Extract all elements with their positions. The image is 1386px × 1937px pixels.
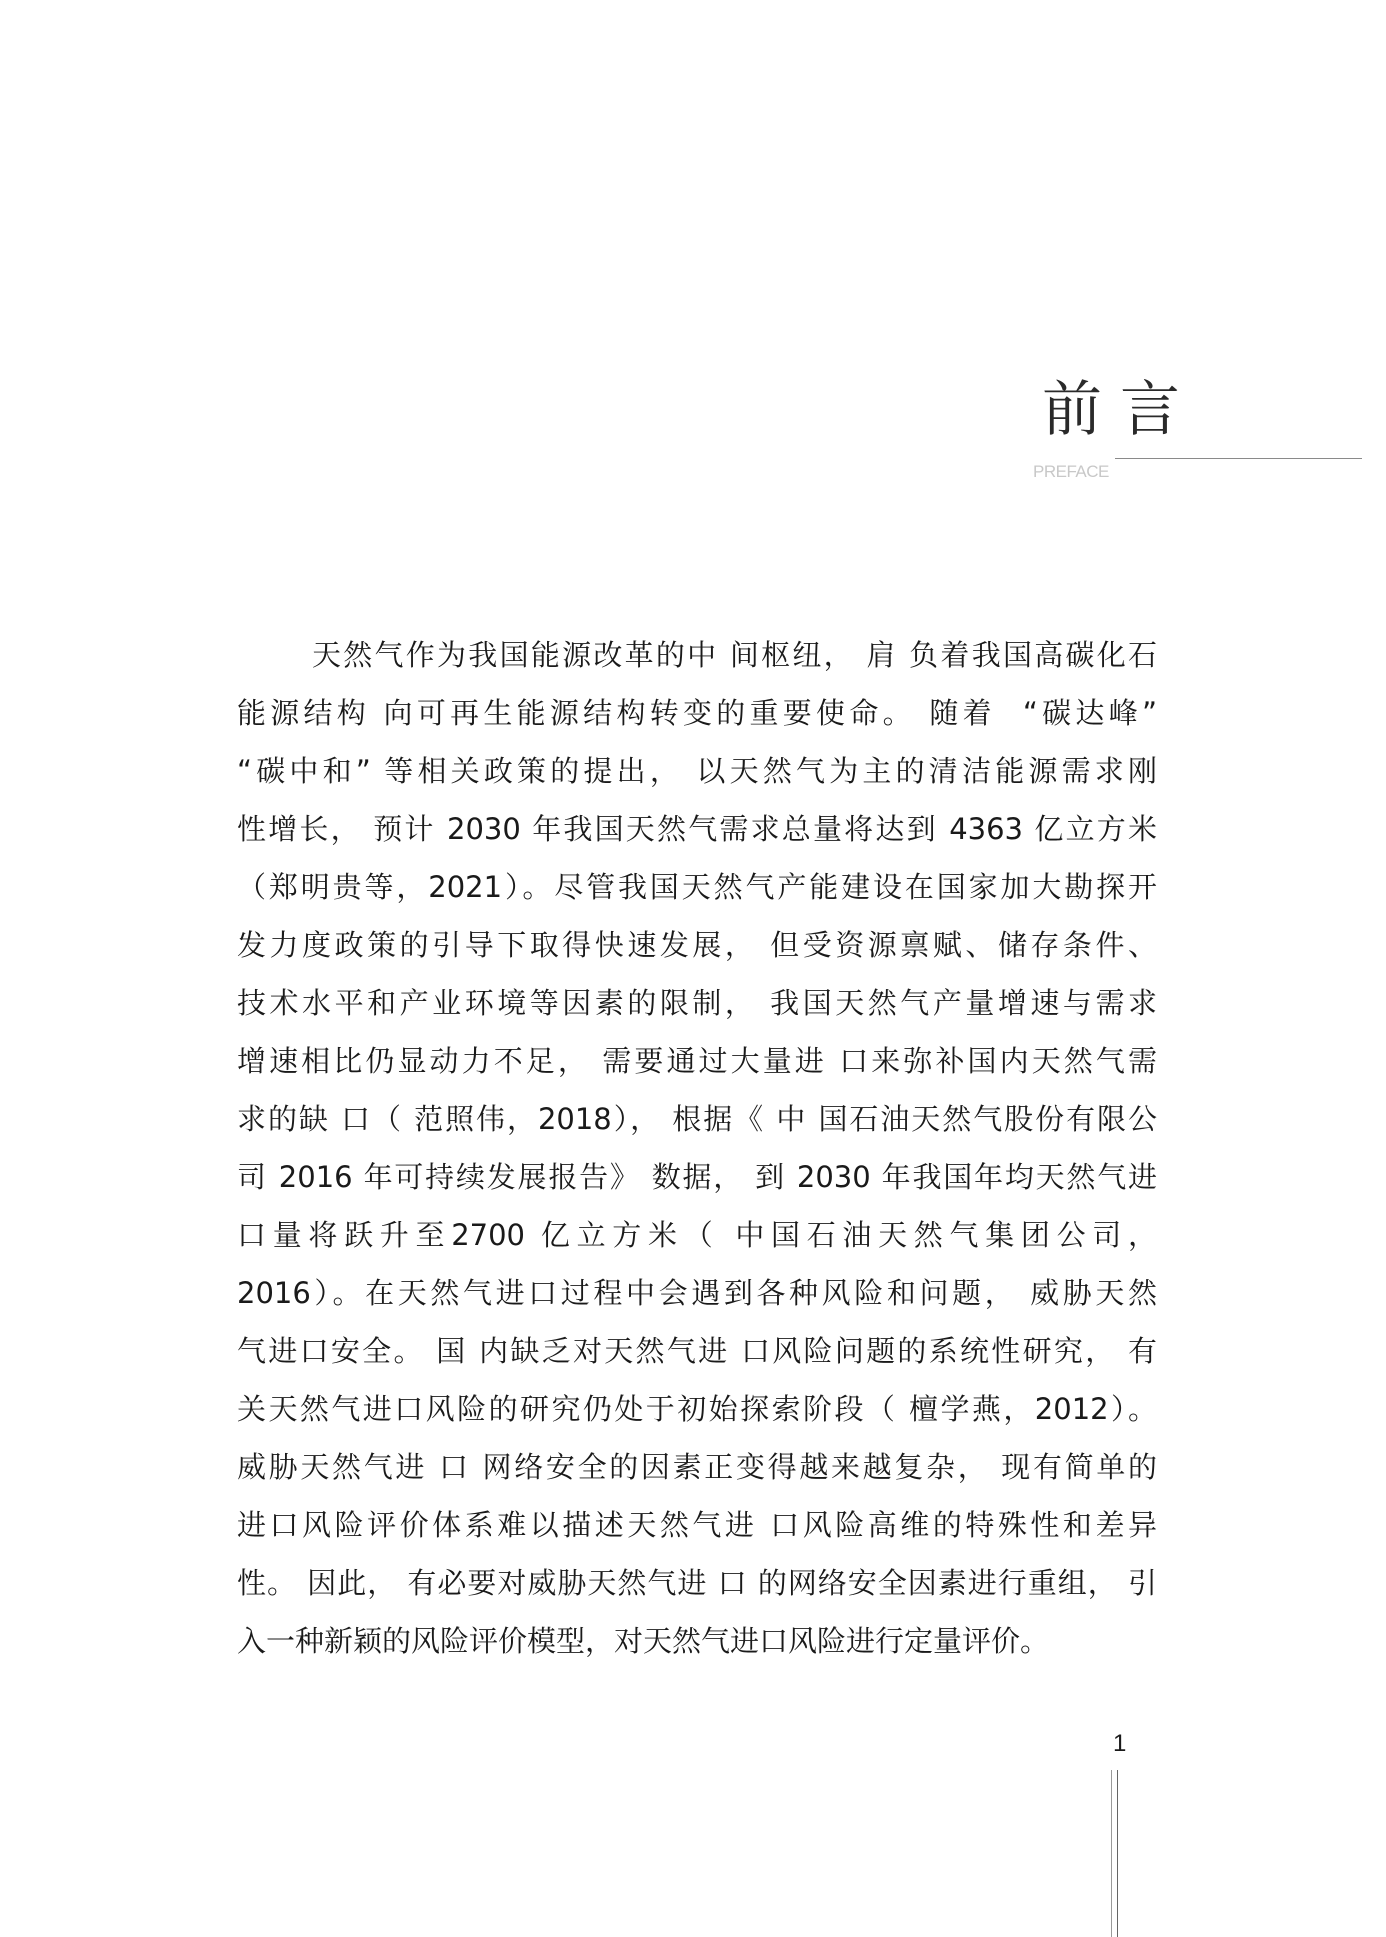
body-line: 气进口安全。 国 内缺乏对天然气进 口风险问题的系统性研究， 有 — [237, 1334, 1157, 1368]
body-line: 性增长， 预计 2030 年我国天然气需求总量将达到 4363 亿立方米 — [237, 812, 1157, 846]
body-line: 增速相比仍显动力不足， 需要通过大量进 口来弥补国内天然气需 — [237, 1044, 1157, 1078]
body-line: 2016）。在天然气进口过程中会遇到各种风险和问题， 威胁天然 — [237, 1276, 1157, 1310]
page-title: 前言 — [1042, 375, 1198, 445]
body-line: （郑明贵等，2021）。尽管我国天然气产能建设在国家加大勘探开 — [237, 870, 1157, 904]
body-line: 能源结构 向可再生能源结构转变的重要使命。 随着 “碳达峰” — [237, 696, 1157, 730]
page-number: 1 — [1113, 1730, 1127, 1757]
body-line: 性。 因此， 有必要对威胁天然气进 口 的网络安全因素进行重组， 引 — [237, 1566, 1157, 1600]
body-line: 入一种新颖的风险评价模型，对天然气进口风险进行定量评价。 — [237, 1624, 1050, 1658]
body-line: 口量将跃升至2700 亿立方米（ 中国石油天然气集团公司， — [237, 1218, 1157, 1252]
body-line: 威胁天然气进 口 网络安全的因素正变得越来越复杂， 现有简单的 — [237, 1450, 1157, 1484]
body-line: 关天然气进口风险的研究仍处于初始探索阶段（ 檀学燕，2012）。 — [237, 1392, 1157, 1426]
body-line: “碳中和” 等相关政策的提出， 以天然气为主的清洁能源需求刚 — [237, 754, 1157, 788]
body-line: 技术水平和产业环境等因素的限制， 我国天然气产量增速与需求 — [237, 986, 1157, 1020]
body-line: 司 2016 年可持续发展报告》 数据， 到 2030 年我国年均天然气进 — [237, 1160, 1157, 1194]
preface-body — [237, 626, 1157, 1670]
body-line: 进口风险评价体系难以描述天然气进 口风险高维的特殊性和差异 — [237, 1508, 1157, 1542]
margin-rule-right — [1117, 1770, 1118, 1937]
body-line: 天然气作为我国能源改革的中 间枢纽， 肩 负着我国高碳化石 — [312, 638, 1157, 672]
margin-rule-left — [1111, 1770, 1112, 1937]
body-line: 发力度政策的引导下取得快速发展， 但受资源禀赋、储存条件、 — [237, 928, 1157, 962]
title-underline — [1115, 458, 1362, 459]
body-line: 求的缺 口（ 范照伟，2018）， 根据《 中 国石油天然气股份有限公 — [237, 1102, 1157, 1136]
page-subtitle: PREFACE — [1033, 462, 1109, 481]
